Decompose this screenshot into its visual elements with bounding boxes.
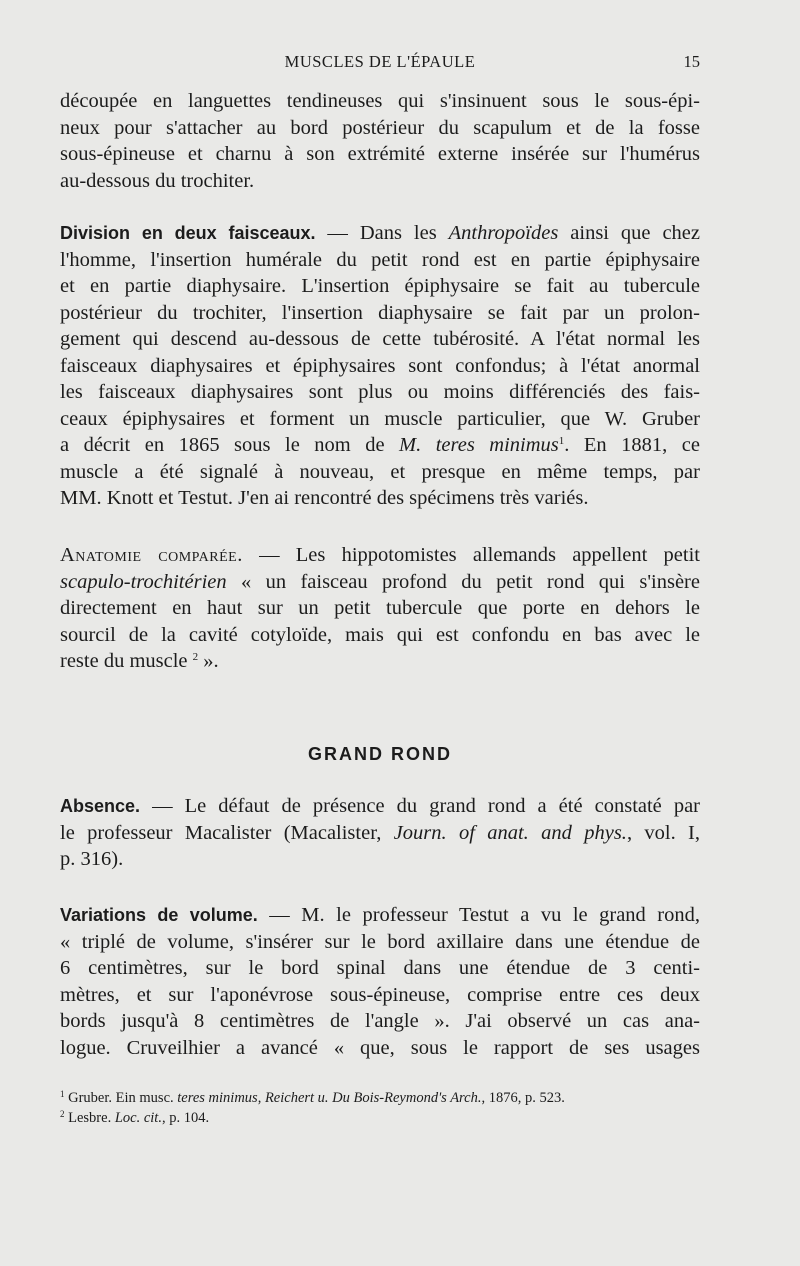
page-number: 15 [683,52,700,71]
text-line: MM. Knott et Testut. J'en ai rencontré des spécimens très variés. [60,487,589,509]
text-line: scapulo-trochitérien « un faisceau profond du petit rond qui s'insère [60,570,700,593]
text-line: bords jusqu'à 8 centimètres de l'angle ». J'ai observé un cas ana- [60,1010,700,1032]
text-line: a décrit en 1865 sous le nom de M. teres minimus$^1$. En 1881, ce [60,434,700,456]
text-line: Absence. — Le défaut de présence du grand rond a été constaté par [60,795,700,817]
text-line: « triplé de volume, s'insérer sur le bord axillaire dans une étendue de [60,930,700,953]
footnotes [60,1088,700,1128]
text-line: logue. Cruveilhier a avancé « que, sous le rapport de ses usages [60,1036,700,1059]
footnote-ref: 1 [558,435,565,447]
paragraph-division [60,220,700,512]
text-line: reste du muscle $^2$ ». [60,650,219,672]
text-line: postérieur du trochiter, l'insertion diaphysaire se fait par un prolon- [60,301,700,324]
paragraph-absence [60,793,700,873]
text-line: sous-épineuse et charnu à son extrémité externe insérée sur l'humérus [60,143,700,165]
text-line: sourcil de la cavité cotyloïde, mais qui est confondu en bas avec le [60,623,700,646]
running-title: MUSCLES DE L'ÉPAULE [284,52,476,71]
text-line: directement en haut sur un petit tubercule que porte en dehors le [60,597,700,619]
text-line: p. 316). [60,848,124,870]
paragraph-anatomie-comparee [60,542,700,675]
footnote-ref: 2 [192,651,199,663]
text-line: faisceaux diaphysaires et épiphysaires sont confondus; à l'état anormal [60,354,700,377]
paragraph-continuation [60,88,700,194]
text-line: neux pour s'attacher au bord postérieur du scapulum et de la fosse [60,116,700,139]
paragraph-heading: Absence. [60,796,141,816]
text-line: Anatomie comparée. — Les hippotomistes allemands appellent petit [60,544,700,566]
text-line: muscle a été signalé à nouveau, et presque en même temps, par [60,460,700,483]
text-line: 6 centimètres, sur le bord spinal dans une étendue de 3 centi- [60,957,700,979]
text-line: le professeur Macalister (Macalister, Journ. of anat. and phys., vol. I, [60,821,701,844]
text-line: et en partie diaphysaire. L'insertion épiphysaire se fait au tubercule [60,275,700,297]
text-line: Variations de volume. — M. le professeur Testut a vu le grand rond, [60,904,700,926]
text-line: l'homme, l'insertion humérale du petit rond est en partie épiphysaire [60,248,700,271]
paragraph-variations [60,902,700,1061]
text-line: mètres, et sur l'aponévrose sous-épineuse, comprise entre ces deux [60,983,700,1006]
paragraph-heading: Anatomie comparée. [60,544,243,566]
text-line: ceaux épiphysaires et forment un muscle particulier, que W. Gruber [60,407,700,430]
text-line: les faisceaux diaphysaires sont plus ou moins différenciés des fais- [60,381,700,403]
page-header [60,52,700,76]
text-line: Division en deux faisceaux. — Dans les Anthropoïdes ainsi que chez [60,222,700,244]
paragraph-heading: Division en deux faisceaux. [60,223,316,243]
text-line: découpée en languettes tendineuses qui s'insinuent sous le sous-épi- [60,90,700,112]
footnote-2: $^2$ Lesbre. Loc. cit., p. 104. [60,1109,210,1126]
footnote-1: $^1$ Gruber. Ein musc. teres minimus, Reichert u. Du Bois-Reymond's Arch., 1876, p. 523. [60,1089,565,1106]
text-line: gement qui descend au-dessous de cette tubérosité. A l'état normal les [60,328,700,350]
text-line: au-dessous du trochiter. [60,169,255,192]
paragraph-heading: Variations de volume. [60,905,258,925]
section-title: GRAND ROND [308,744,452,764]
